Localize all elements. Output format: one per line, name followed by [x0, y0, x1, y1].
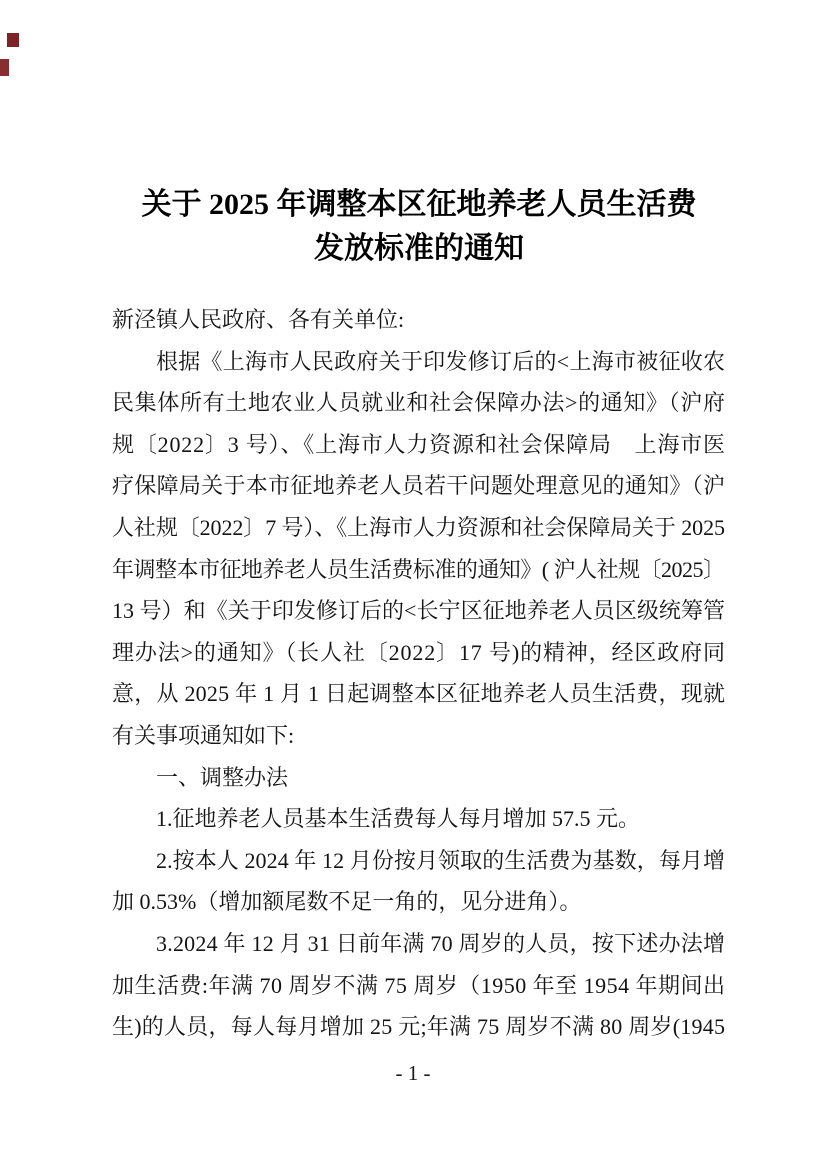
red-stamp-mark-2	[0, 59, 9, 76]
body-line: 规〔2022〕3 号）、《上海市人力资源和社会保障局 上海市医	[112, 431, 726, 457]
body-line: 民集体所有土地农业人员就业和社会保障办法>的通知》（沪府	[112, 390, 726, 416]
body-line: 有关事项通知如下:	[112, 722, 295, 748]
body-line: 3.2024 年 12 月 31 日前年满 70 周岁的人员，按下述办法增	[156, 930, 726, 956]
body-line: 2.按本人 2024 年 12 月份按月领取的生活费为基数，每月增	[156, 847, 726, 873]
red-stamp-mark-1	[7, 33, 19, 47]
body-line: 新泾镇人民政府、各有关单位:	[112, 307, 405, 332]
body-line: 疗保障局关于本市征地养老人员若干问题处理意见的通知》（沪	[112, 473, 726, 499]
body-line: 1.征地养老人员基本生活费每人每月增加 57.5 元。	[156, 806, 641, 832]
body-line: 加 0.53%（增加额尾数不足一角的，见分进角）。	[112, 889, 582, 915]
body-line: 人社规〔2022〕7 号）、《上海市人力资源和社会保障局关于 2025	[112, 514, 725, 540]
title-line-1: 关于 2025 年调整本区征地养老人员生活费	[141, 188, 697, 221]
body-line: 意，从 2025 年 1 月 1 日起调整本区征地养老人员生活费，现就	[112, 681, 726, 707]
body-line: 根据《上海市人民政府关于印发修订后的<上海市被征收农	[156, 348, 726, 374]
body-line: 一、调整办法	[156, 764, 289, 790]
title-line-2: 发放标准的通知	[314, 232, 524, 265]
document-title	[106, 183, 732, 271]
body-line: 13 号）和《关于印发修订后的<长宁区征地养老人员区级统筹管	[112, 598, 726, 624]
body-text	[112, 299, 725, 1048]
body-line: 生)的人员，每人每月增加 25 元;年满 75 周岁不满 80 周岁(1945	[112, 1014, 726, 1040]
body-line: 年调整本市征地养老人员生活费标准的通知》( 沪人社规〔2025〕	[112, 556, 725, 582]
body-line: 加生活费:年满 70 周岁不满 75 周岁（1950 年至 1954 年期间出	[112, 972, 726, 998]
page-number: - 1 -	[395, 1061, 431, 1085]
body-line: 理办法>的通知》（长人社〔2022〕17 号)的精神，经区政府同	[112, 639, 726, 665]
